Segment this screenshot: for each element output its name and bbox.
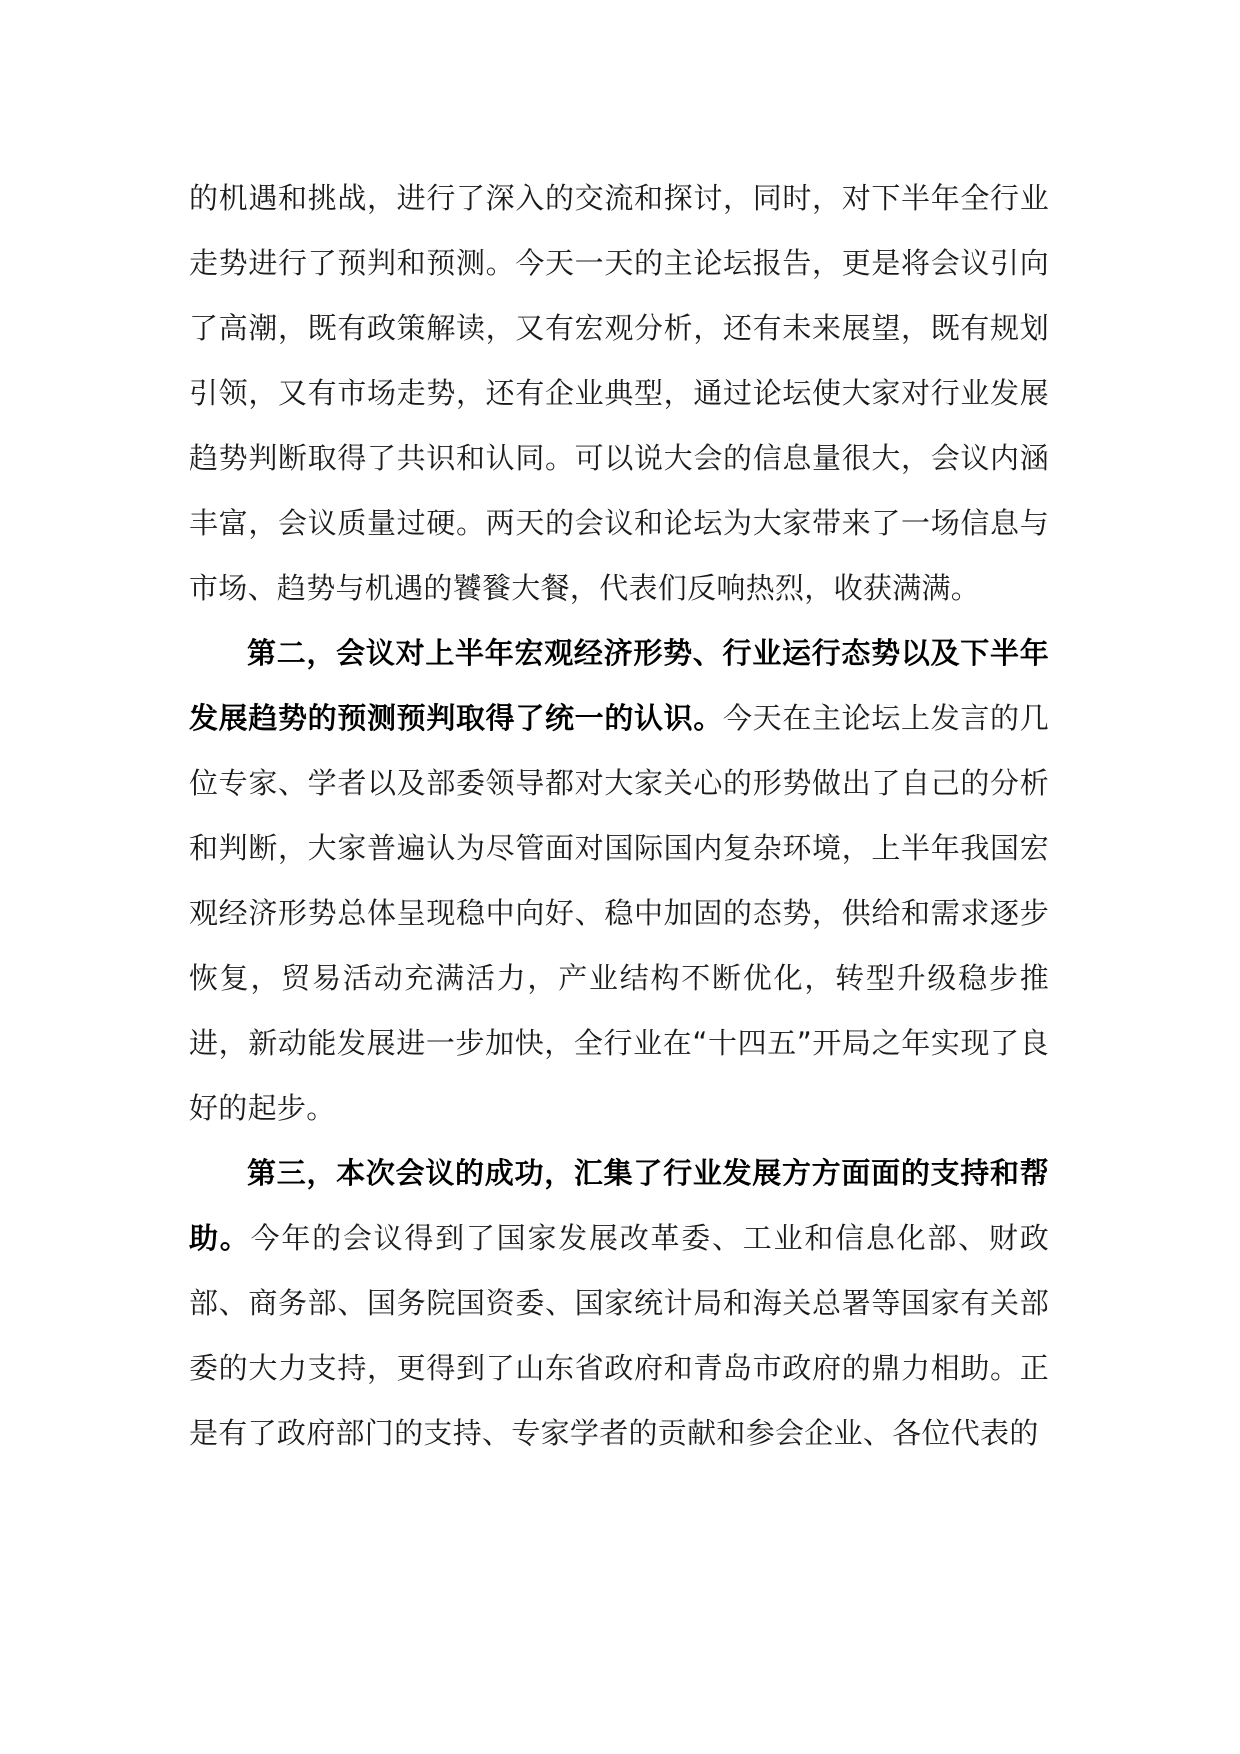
paragraph-2 (189, 621, 1049, 1141)
paragraph-3 (189, 1141, 1049, 1466)
paragraph-1 (189, 166, 1049, 621)
paragraph-3-lead: 第三，本次会议的成功，汇集了行业发展方方面面的支持和帮助。 (189, 1156, 1049, 1255)
document-body (189, 166, 1049, 1466)
paragraph-2-text: 今天在主论坛上发言的几位专家、学者以及部委领导都对大家关心的形势做出了自己的分析和判断，大家普遍认为尽管面对国际国内复杂环境，上半年我国宏观经济形势总体呈现稳中向好、稳中加固的态势，供给和需求逐步恢复，贸易活动充满活力，产业结构不断优化，转型升级稳步推进，新动能发展进一步加快，全行业在“十四五”开局之年实现了良好的起步。 (189, 701, 1049, 1125)
paragraph-2-lead: 第二，会议对上半年宏观经济形势、行业运行态势以及下半年发展趋势的预测预判取得了统一的认识。 (189, 636, 1049, 735)
paragraph-1-text: 的机遇和挑战，进行了深入的交流和探讨，同时，对下半年全行业走势进行了预判和预测。今天一天的主论坛报告，更是将会议引向了高潮，既有政策解读，又有宏观分析，还有未来展望，既有规划引领，又有市场走势，还有企业典型，通过论坛使大家对行业发展趋势判断取得了共识和认同。可以说大会的信息量很大，会议内涵丰富，会议质量过硬。两天的会议和论坛为大家带来了一场信息与市场、趋势与机遇的饕餮大餐，代表们反响热烈，收获满满。 (189, 181, 1049, 605)
paragraph-3-text: 今年的会议得到了国家发展改革委、工业和信息化部、财政部、商务部、国务院国资委、国家统计局和海关总署等国家有关部委的大力支持，更得到了山东省政府和青岛市政府的鼎力相助。正是有了政府部门的支持、专家学者的贡献和参会企业、各位代表的 (189, 1221, 1049, 1450)
